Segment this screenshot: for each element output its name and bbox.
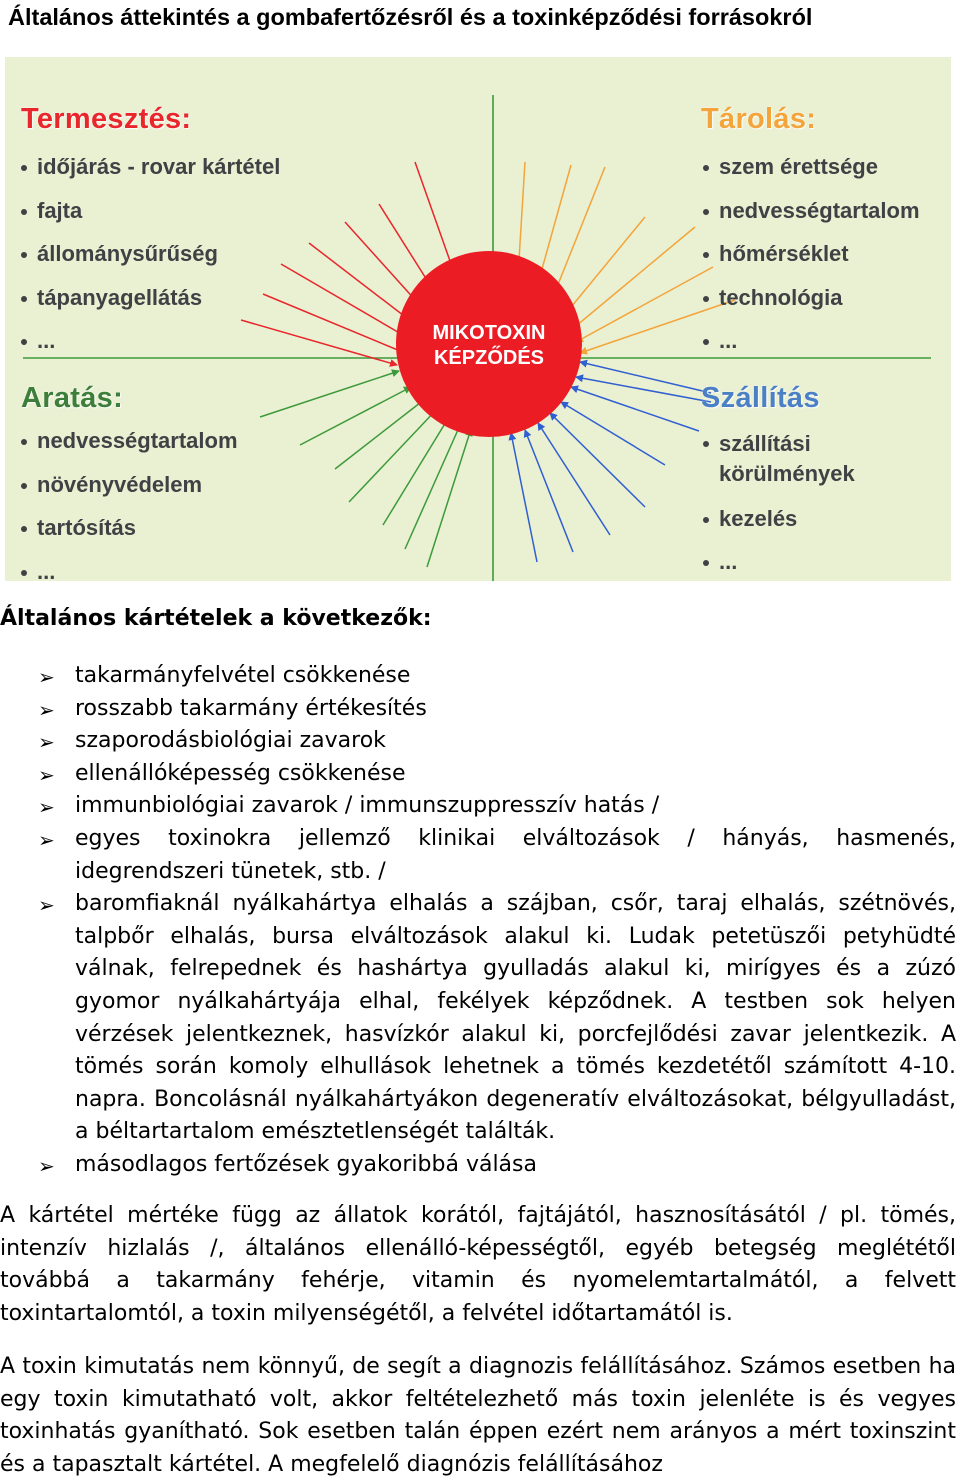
list-item: ... <box>21 558 238 586</box>
list-aratas <box>21 427 238 601</box>
document-title: Általános áttekintés a gombafertőzésről és a toxinképződési forrásokról <box>8 4 813 30</box>
green-arrow <box>300 387 411 445</box>
list-item <box>0 790 956 823</box>
center-label <box>395 321 583 371</box>
list-item: ... <box>21 327 280 355</box>
list-item: ... <box>703 327 920 355</box>
damages-list <box>0 660 956 1182</box>
list-item-text: takarmányfelvétel csökkenése <box>75 663 411 688</box>
list-item <box>0 823 956 888</box>
blue-arrow <box>571 387 699 431</box>
heading-termesztes: Termesztés: <box>21 103 192 135</box>
list-item <box>0 660 956 693</box>
arrow-bullet-icon: ➢ <box>38 730 55 755</box>
section-heading: Általános kártételek a következők: <box>0 606 432 631</box>
paragraph-damage-factors: A kártétel mértéke függ az állatok korától, fajtájától, hasznosításától / pl. tömés, intenzív hizlalás /, általános ellenálló-képességtől, egyéb betegség meglététől továbbá a takarmány fehérje, vitamin és nyomelemtartalmától, a felvett toxintartalomtól, a toxin milyenségétől, a felvétel időtartamától is. <box>0 1203 956 1326</box>
list-item: technológia <box>703 284 920 312</box>
list-item <box>0 1149 956 1182</box>
list-termesztes <box>21 153 280 371</box>
blue-arrow <box>550 413 645 507</box>
list-tarolas <box>703 153 920 371</box>
list-item: fajta <box>21 197 280 225</box>
blue-arrow <box>580 362 711 393</box>
list-item <box>0 888 956 1149</box>
list-item-text: rosszabb takarmány értékesítés <box>75 695 427 721</box>
list-item-text: másodlagos fertőzések gyakoribbá válása <box>75 1151 537 1177</box>
list-item-text: egyes toxinokra jellemző klinikai elváltozások / hányás, hasmenés, idegrendszeri tünetek, stb. / <box>75 825 956 884</box>
list-szallitas <box>703 429 883 592</box>
list-item: hőmérséklet <box>703 240 920 268</box>
list-item <box>0 725 956 758</box>
green-arrow <box>335 399 425 469</box>
arrow-bullet-icon: ➢ <box>38 1153 55 1178</box>
list-item: szem érettsége <box>703 153 920 181</box>
heading-tarolas: Tárolás: <box>701 103 817 135</box>
list-item: időjárás - rovar kártétel <box>21 153 280 181</box>
green-arrow <box>260 371 399 417</box>
arrow-bullet-icon: ➢ <box>38 697 55 722</box>
heading-aratas: Aratás: <box>21 382 124 414</box>
list-item: növényvédelem <box>21 471 238 499</box>
arrow-bullet-icon: ➢ <box>38 893 55 918</box>
center-label-line-2: KÉPZŐDÉS <box>433 347 545 369</box>
list-item <box>0 693 956 726</box>
blue-arrow <box>576 377 711 402</box>
list-item-text: immunbiológiai zavarok / immunszuppresszív hatás / <box>75 793 660 819</box>
blue-arrow <box>525 430 573 552</box>
list-item <box>0 758 956 791</box>
list-item: tápanyagellátás <box>21 284 280 312</box>
arrow-bullet-icon: ➢ <box>38 665 55 689</box>
mycotoxin-sources-diagram <box>5 57 951 584</box>
heading-szallitas: Szállítás <box>701 382 820 414</box>
list-item-text: baromfiaknál nyálkahártya elhalás a szájban, csőr, taraj elhalás, szétnövés, talpbőr elhalás, bursa elváltozások alakul ki. Ludak petetüszői petyhüdté válnak, felrepednek és hashártya gyulladás alakul ki, mirígyes és a zúzó gyomor nyálkahártyája elhal, fekélyek képződnek. A testben sok helyen vérzések jelentkeznek, hasvízkór alakul ki, porcfejlődési zavar jelentkezik. A tömés során komoly elhullások lehetnek a tömés kezdetétől számított 4-10. napra. Boncolásnál nyálkahártyákon degeneratív elváltozásokat, bélgyulladást, a béltartartalom emésztetlenségét találták. <box>75 891 956 1145</box>
orange-arrow <box>570 227 695 331</box>
arrow-bullet-icon: ➢ <box>38 762 55 787</box>
list-item: nedvességtartalom <box>21 427 238 455</box>
list-item: tartósítás <box>21 514 238 542</box>
list-item: szállítási körülmények <box>703 429 883 489</box>
arrow-bullet-icon: ➢ <box>38 827 55 852</box>
list-item: állománysűrűség <box>21 240 280 268</box>
blue-arrow <box>538 423 610 535</box>
center-label-line-1: MIKOTOXIN <box>432 322 546 344</box>
blue-arrow <box>561 402 665 465</box>
list-item: ... <box>703 548 883 576</box>
list-item: kezelés <box>703 505 883 533</box>
arrow-bullet-icon: ➢ <box>38 795 55 820</box>
list-item-text: szaporodásbiológiai zavarok <box>75 728 386 754</box>
list-item-text: ellenállóképesség csökkenése <box>75 760 406 786</box>
paragraph-toxin-detection: A toxin kimutatás nem könnyű, de segít a diagnozis felállításához. Számos esetben ha egy toxin kimutatható volt, akkor feltételezhető más toxin jelenléte is és vegyes toxinhatás gyanítható. Sok esetben talán éppen ezért nem arányos a mért toxinszint és a tapasztalt kártétel. A megfelelő diagnózis felállításához <box>0 1354 956 1477</box>
list-item: nedvességtartalom <box>703 197 920 225</box>
